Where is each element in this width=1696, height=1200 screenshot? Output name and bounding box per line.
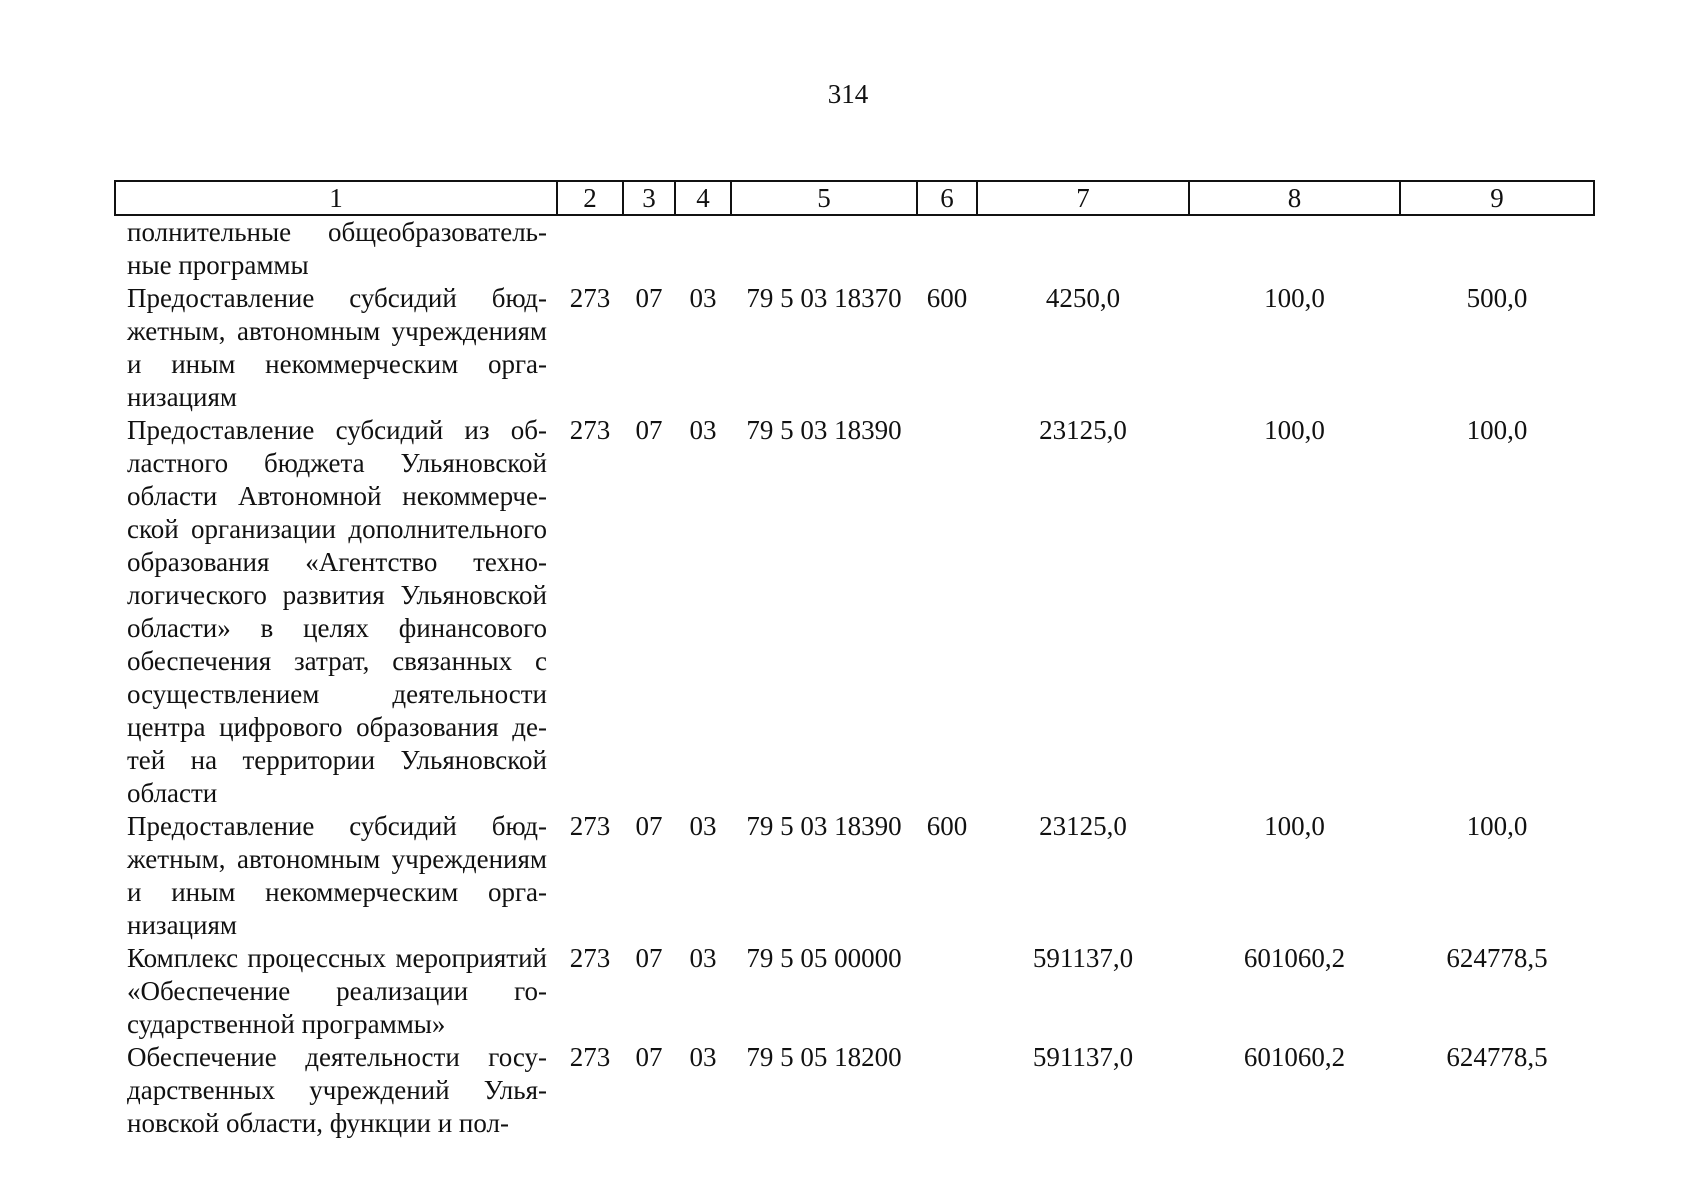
- cell-col-8: 100,0: [1264, 415, 1325, 445]
- column-header-3: 3: [623, 181, 675, 215]
- cell-col-4: 03: [689, 943, 717, 973]
- cell-col-9: 100,0: [1466, 811, 1528, 841]
- table-row: [115, 942, 1594, 1041]
- cell-col-5: 79 5 03 18390: [746, 811, 902, 841]
- column-header-1: 1: [115, 181, 557, 215]
- cell-col-5: 79 5 03 18370: [746, 283, 902, 313]
- cell-col-3: 07: [635, 811, 663, 841]
- cell-col-4: [675, 215, 731, 282]
- cell-col-8: 100,0: [1264, 811, 1325, 841]
- cell-col-6: [917, 1041, 977, 1140]
- cell-col-6: [917, 942, 977, 1041]
- row-description: Предоставление субсидий бюджетным, автономным учреждениям и иным некоммерческим организациям: [127, 811, 547, 940]
- column-header-6: 6: [917, 181, 977, 215]
- cell-col-2: 273: [569, 415, 611, 445]
- cell-col-4: 03: [689, 811, 717, 841]
- cell-col-6: [917, 215, 977, 282]
- cell-col-2: [557, 215, 623, 282]
- cell-col-9: 100,0: [1466, 415, 1528, 445]
- cell-col-2: 273: [569, 1042, 611, 1072]
- cell-col-4: 03: [689, 1042, 717, 1072]
- cell-col-6: 600: [926, 811, 968, 841]
- row-description: полнительные общеобразовательные программы: [127, 217, 547, 280]
- cell-col-7: 4250,0: [1045, 283, 1121, 313]
- cell-col-5: [731, 215, 917, 282]
- row-description: Предоставление субсидий из областного бюджета Ульяновской области Автономной некоммерческой организации дополнительного образования «Агентство технологического развития Ульяновской области» в целях финансового обеспечения затрат, связанных с осуществлением деятельности центра цифрового образования детей на территории Ульяновской области: [127, 415, 547, 808]
- cell-col-9: 624778,5: [1446, 1042, 1548, 1072]
- cell-col-4: 03: [689, 283, 717, 313]
- cell-col-5: 79 5 03 18390: [746, 415, 902, 445]
- column-header-7: 7: [977, 181, 1189, 215]
- cell-col-5: 79 5 05 18200: [746, 1042, 902, 1072]
- cell-col-7: 591137,0: [1032, 1042, 1134, 1072]
- cell-col-9: 624778,5: [1446, 943, 1548, 973]
- cell-col-8: 601060,2: [1243, 1042, 1346, 1072]
- cell-col-5: 79 5 05 00000: [746, 943, 902, 973]
- cell-col-7: [977, 215, 1189, 282]
- cell-col-3: [623, 215, 675, 282]
- header-row: [115, 181, 1594, 215]
- cell-col-6: [917, 414, 977, 810]
- cell-col-8: [1189, 215, 1400, 282]
- column-header-2: 2: [557, 181, 623, 215]
- column-header-9: 9: [1400, 181, 1594, 215]
- cell-col-2: 273: [569, 943, 611, 973]
- table-row: [115, 215, 1594, 282]
- cell-col-3: 07: [635, 943, 663, 973]
- table-row: [115, 810, 1594, 942]
- cell-col-3: 07: [635, 1042, 663, 1072]
- cell-col-4: 03: [689, 415, 717, 445]
- table-row: [115, 414, 1594, 810]
- cell-col-3: 07: [635, 415, 663, 445]
- cell-col-9: [1400, 215, 1594, 282]
- row-description: Предоставление субсидий бюджетным, автономным учреждениям и иным некоммерческим организациям: [127, 283, 547, 412]
- cell-col-9: 500,0: [1466, 283, 1528, 313]
- cell-col-3: 07: [635, 283, 663, 313]
- table-row: [115, 282, 1594, 414]
- cell-col-7: 23125,0: [1039, 811, 1127, 841]
- cell-col-2: 273: [569, 283, 611, 313]
- budget-table: [114, 180, 1595, 1140]
- table-row: [115, 1041, 1594, 1140]
- row-description: Комплекс процессных мероприятий «Обеспечение реализации государственной программы»: [127, 943, 547, 1039]
- column-header-5: 5: [731, 181, 917, 215]
- page-number: 314: [827, 79, 869, 109]
- cell-col-8: 100,0: [1264, 283, 1325, 313]
- cell-col-7: 591137,0: [1032, 943, 1134, 973]
- cell-col-2: 273: [569, 811, 611, 841]
- column-header-8: 8: [1189, 181, 1400, 215]
- row-description: Обеспечение деятельности государственных учреждений Ульяновской области, функции и пол-: [127, 1042, 547, 1138]
- cell-col-7: 23125,0: [1039, 415, 1127, 445]
- cell-col-6: 600: [926, 283, 968, 313]
- column-header-4: 4: [675, 181, 731, 215]
- cell-col-8: 601060,2: [1243, 943, 1346, 973]
